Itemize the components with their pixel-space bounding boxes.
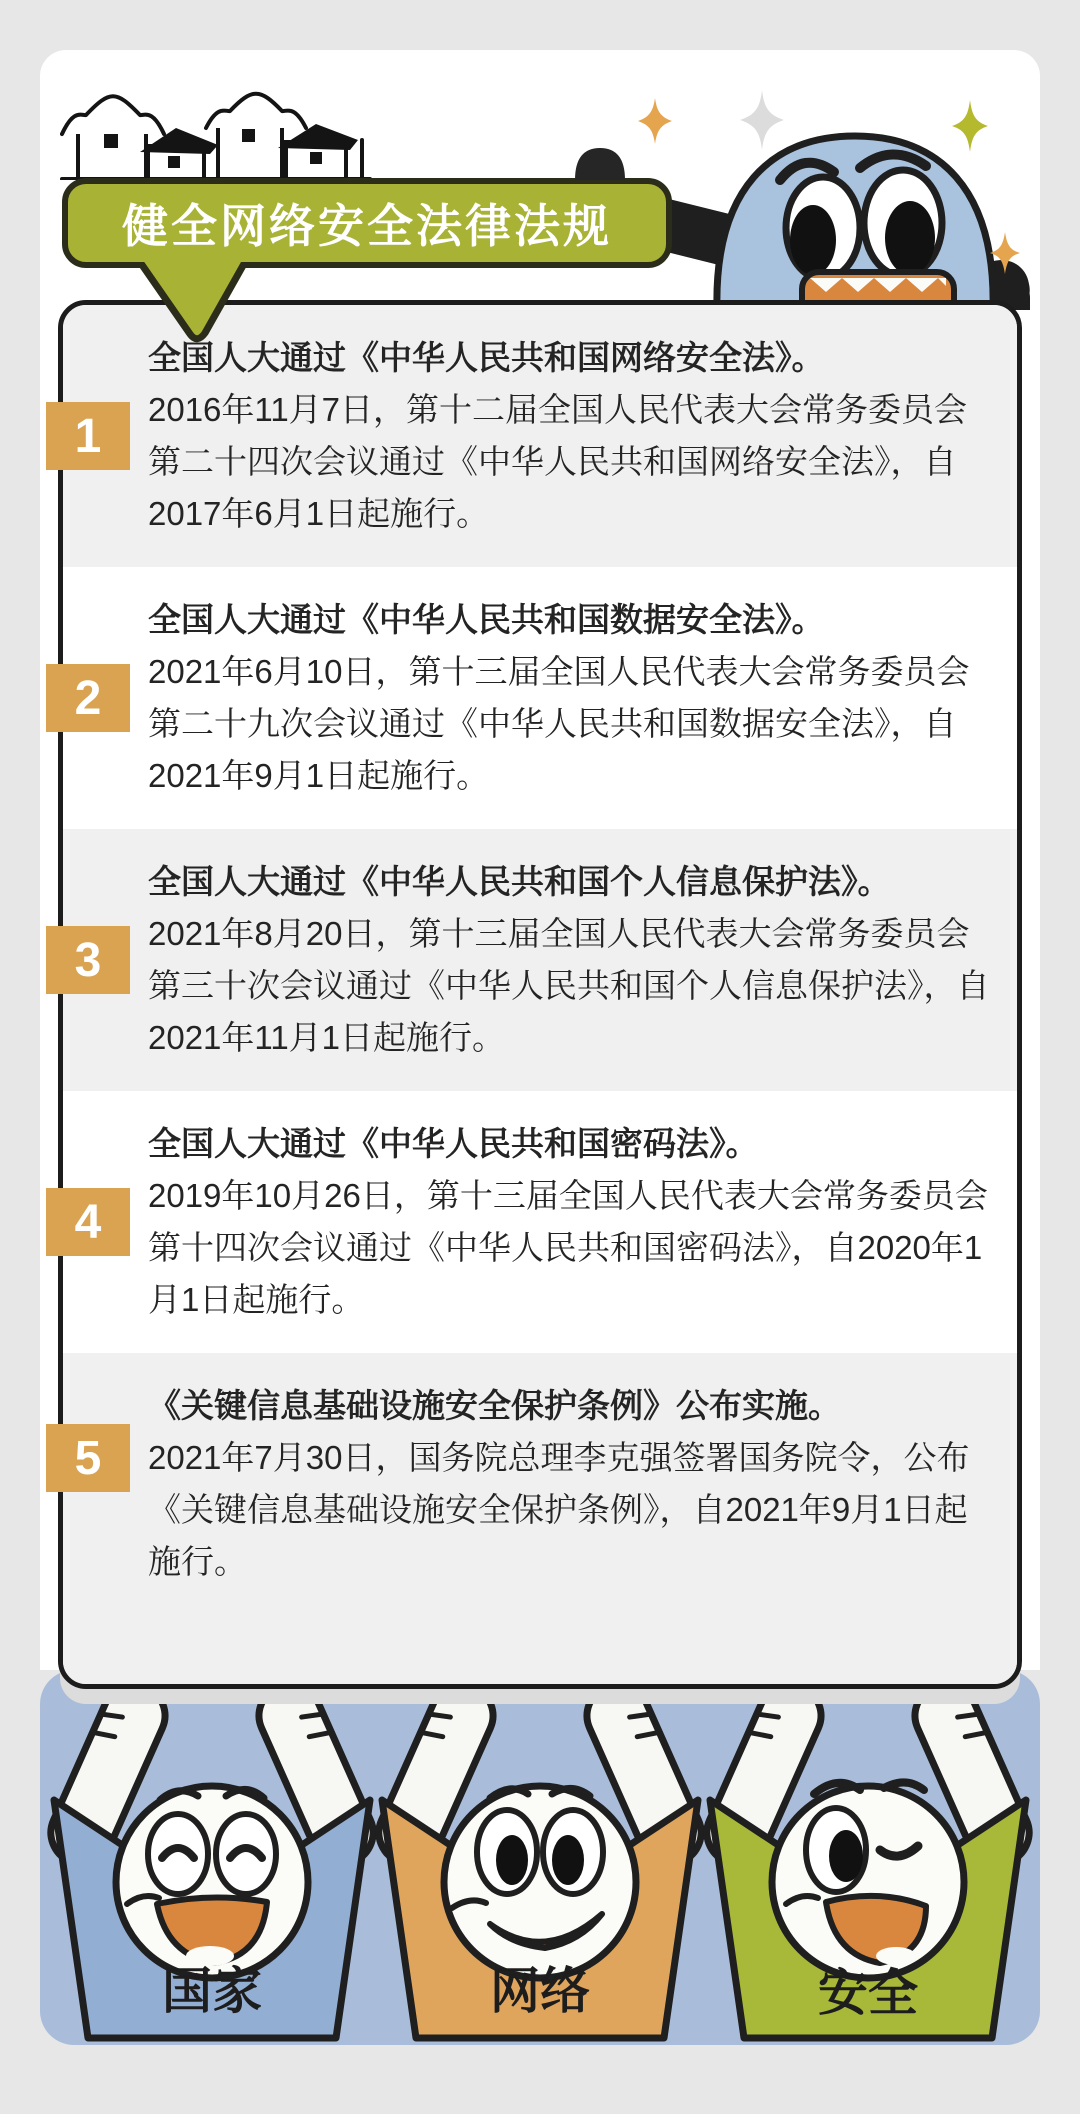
law-title: 全国人大通过《中华人民共和国网络安全法》。 xyxy=(148,339,825,376)
law-number-badge-5: 5 xyxy=(46,1424,130,1492)
law-number-badge-1: 1 xyxy=(46,402,130,470)
footer-mascots-panel xyxy=(40,1670,1040,2045)
sparkle-green-icon xyxy=(952,100,988,152)
law-body: 2021年6月10日，第十三届全国人民代表大会常务委员会第二十九次会议通过《中华人民共和国数据安全法》，自2021年9月1日起施行。 xyxy=(148,653,970,794)
poster-title: 健全网络安全法律法规 xyxy=(122,200,612,252)
mascot-pupil xyxy=(790,205,836,275)
law-list xyxy=(58,300,1022,1689)
mascot-network xyxy=(369,1670,711,2038)
law-number-badge-3: 3 xyxy=(46,926,130,994)
law-item-2 xyxy=(63,567,1017,829)
law-item-3 xyxy=(63,829,1017,1091)
law-number-badge-2: 2 xyxy=(46,664,130,732)
mascot-country xyxy=(41,1670,383,2038)
title-banner xyxy=(62,178,672,268)
law-title: 全国人大通过《中华人民共和国个人信息保护法》。 xyxy=(148,863,891,900)
houses-illustration xyxy=(60,82,372,180)
banner-tail-icon xyxy=(132,262,254,346)
poster-card xyxy=(40,50,1040,1670)
law-title: 全国人大通过《中华人民共和国数据安全法》。 xyxy=(148,601,825,638)
law-item-4 xyxy=(63,1091,1017,1353)
mascot-hand-icon xyxy=(573,146,627,180)
law-body: 2021年8月20日，第十三届全国人民代表大会常务委员会第三十次会议通过《中华人民共和国个人信息保护法》，自2021年11月1日起施行。 xyxy=(148,915,990,1056)
sparkle-gray-icon xyxy=(740,90,784,150)
mascot-label-security: 安全 xyxy=(818,1965,918,2021)
mascot-pupil xyxy=(885,201,935,275)
sparkle-orange-icon xyxy=(638,98,672,144)
law-body: 2016年11月7日，第十二届全国人民代表大会常务委员会第二十四次会议通过《中华人民共和国网络安全法》，自2017年6月1日起施行。 xyxy=(148,391,968,532)
law-number-badge-4: 4 xyxy=(46,1188,130,1256)
law-title: 《关键信息基础设施安全保护条例》公布实施。 xyxy=(148,1387,841,1424)
mascot-label-network: 网络 xyxy=(490,1963,590,2019)
footer-mascots-illustration xyxy=(40,1670,1040,2045)
law-item-5 xyxy=(63,1353,1017,1684)
mascot-label-country: 国家 xyxy=(162,1963,262,2019)
law-title: 全国人大通过《中华人民共和国密码法》。 xyxy=(148,1125,759,1162)
sparkle-orange-small-icon xyxy=(990,232,1020,274)
mascot-security xyxy=(697,1670,1039,2038)
law-body: 2019年10月26日，第十三届全国人民代表大会常务委员会第十四次会议通过《中华人民共和国密码法》，自2020年1月1日起施行。 xyxy=(148,1177,988,1318)
law-body: 2021年7月30日，国务院总理李克强签署国务院令，公布《关键信息基础设施安全保护条例》，自2021年9月1日起施行。 xyxy=(148,1439,970,1580)
law-card xyxy=(58,300,1022,1689)
